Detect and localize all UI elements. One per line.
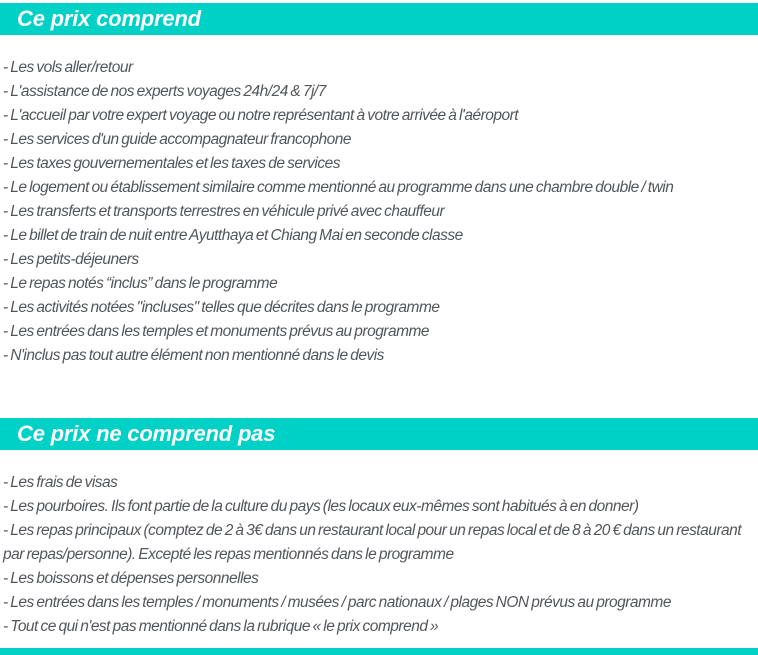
price-item: - Le repas notés “inclus” dans le programme (3, 275, 278, 292)
price-item: - Tout ce qui n'est pas mentionné dans la rubrique « le prix comprend » (3, 618, 439, 635)
price-details-page (0, 3, 758, 639)
price-item: - Les pourboires. Ils font partie de la culture du pays (les locaux eux-mêmes sont habitués à en donner) (3, 498, 639, 515)
price-excludes-list (0, 471, 758, 639)
price-item: - Les taxes gouvernementales et les taxes de services (3, 155, 340, 172)
price-item: - Les repas principaux (comptez de 2 à 3€ dans un restaurant local pour un repas local et de 8 à 20 € dans un restaurant par repas/personne). Excepté les repas mentionnés dans le programme (3, 522, 742, 563)
price-item: - Les boissons et dépenses personnelles (3, 570, 259, 587)
price-item: - N'inclus pas tout autre élément non mentionné dans le devis (3, 347, 384, 364)
price-item: - Les vols aller/retour (3, 59, 133, 76)
price-item: - L'accueil par votre expert voyage ou notre représentant à votre arrivée à l'aéroport (3, 107, 519, 124)
price-item: - Les frais de visas (3, 474, 118, 491)
price-includes-title: Ce prix comprend (17, 6, 201, 31)
price-excludes-title: Ce prix ne comprend pas (17, 421, 276, 446)
price-item: - Les entrées dans les temples / monuments / musées / parc nationaux / plages NON prévus au programme (3, 594, 671, 611)
price-includes-header (0, 3, 758, 35)
price-excludes-header (0, 418, 758, 450)
price-item: - Les entrées dans les temples et monuments prévus au programme (3, 323, 430, 340)
price-includes-section (0, 3, 758, 368)
price-item: - Les activités notées "incluses" telles que décrites dans le programme (3, 299, 440, 316)
price-item: - L'assistance de nos experts voyages 24h/24 & 7j/7 (3, 83, 326, 100)
price-includes-list (0, 56, 758, 368)
price-item: - Les transferts et transports terrestres en véhicule privé avec chauffeur (3, 203, 445, 220)
price-item: - Les petits-déjeuners (3, 251, 139, 268)
price-item: - Les services d'un guide accompagnateur francophone (3, 131, 352, 148)
price-excludes-section (0, 418, 758, 639)
price-item: - Le billet de train de nuit entre Ayutthaya et Chiang Mai en seconde classe (3, 227, 463, 244)
price-item: - Le logement ou établissement similaire comme mentionné au programme dans une chambre double / twin (3, 179, 674, 196)
